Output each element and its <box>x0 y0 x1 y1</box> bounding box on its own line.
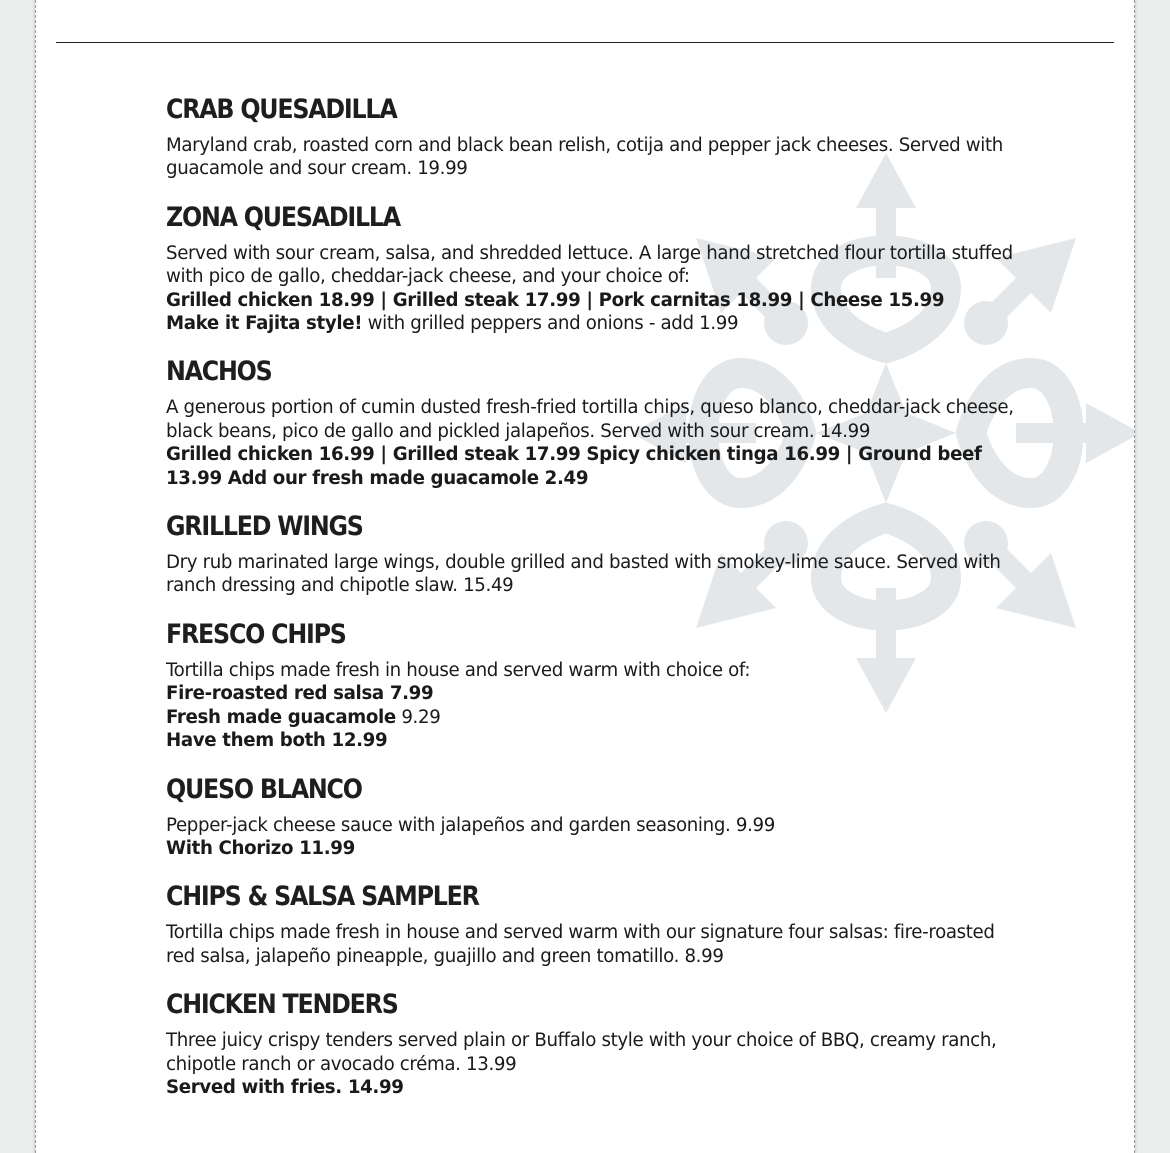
menu-item <box>166 200 1016 336</box>
menu-item <box>166 772 1016 861</box>
menu-item-description <box>166 312 1016 335</box>
menu-item-description <box>166 814 1016 837</box>
menu-item <box>166 617 1016 753</box>
menu-item-description <box>166 443 1016 490</box>
menu-item <box>166 879 1016 968</box>
menu-item-description <box>166 682 1016 705</box>
menu-item-name: CHICKEN TENDERS <box>166 989 398 1021</box>
menu-item-price-option: Grilled chicken 18.99 | Grilled steak 17.99 | Pork carnitas 18.99 | Cheese 15.99 <box>166 289 945 311</box>
menu-item <box>166 509 1016 598</box>
menu-item-name: NACHOS <box>166 356 272 388</box>
menu-item-price-option: Have them both 12.99 <box>166 730 388 752</box>
menu-item-description <box>166 289 1016 312</box>
menu-item-price-option: Fresh made guacamole <box>166 706 396 728</box>
menu-item-description <box>166 921 1016 968</box>
menu-item-description <box>166 551 1016 598</box>
menu-list <box>166 92 1016 1118</box>
menu-item-description <box>166 242 1016 289</box>
menu-item-description <box>166 729 1016 752</box>
menu-item-description <box>166 659 1016 682</box>
menu-item-price-option: Served with fries. 14.99 <box>166 1076 404 1098</box>
menu-item-name: FRESCO CHIPS <box>166 618 346 650</box>
menu-item-price-option: With Chorizo 11.99 <box>166 837 355 859</box>
menu-item-name: ZONA QUESADILLA <box>166 201 400 233</box>
menu-item-description <box>166 396 1016 443</box>
menu-item-name: QUESO BLANCO <box>166 773 362 805</box>
menu-item-name: GRILLED WINGS <box>166 511 363 543</box>
menu-item <box>166 987 1016 1099</box>
menu-item-text: Maryland crab, roasted corn and black bean relish, cotija and pepper jack cheeses. Served with guacamole and sour cream. 19.99 <box>166 135 1003 180</box>
menu-page <box>35 0 1135 1153</box>
menu-item-price-option: Fire-roasted red salsa 7.99 <box>166 683 434 705</box>
menu-item-description <box>166 837 1016 860</box>
menu-item-text: Tortilla chips made fresh in house and served warm with our signature four salsas: fire-roasted red salsa, jalapeño pineapple, guajillo and green tomatillo. 8.99 <box>166 922 995 967</box>
menu-item-text: Tortilla chips made fresh in house and served warm with choice of: <box>166 659 751 681</box>
header-divider <box>56 42 1114 43</box>
menu-item-text: with grilled peppers and onions - add 1.99 <box>362 313 739 335</box>
menu-item-price-option: Make it Fajita style! <box>166 313 363 335</box>
menu-item-text: 9.29 <box>395 706 441 728</box>
menu-item-name: CHIPS & SALSA SAMPLER <box>166 881 479 913</box>
menu-item-price-option: Grilled chicken 16.99 | Grilled steak 17.99 Spicy chicken tinga 16.99 | Ground beef 13.99 Add our fresh made guacamole 2.49 <box>166 444 982 489</box>
menu-item-name: CRAB QUESADILLA <box>166 94 397 125</box>
menu-item-text: Served with sour cream, salsa, and shredded lettuce. A large hand stretched flour tortilla stuffed with pico de gallo, cheddar-jack cheese, and your choice of: <box>166 242 1013 288</box>
menu-item-description <box>166 1029 1016 1076</box>
menu-item <box>166 354 1016 490</box>
menu-item-text: A generous portion of cumin dusted fresh-fried tortilla chips, queso blanco, cheddar-jack cheese, black beans, pico de gallo and pickled jalapeños. Served with sour cream. 14.99 <box>166 397 1014 442</box>
menu-item-description <box>166 134 1016 181</box>
menu-item-text: Pepper-jack cheese sauce with jalapeños and garden seasoning. 9.99 <box>166 814 775 836</box>
menu-item <box>166 92 1016 181</box>
menu-item-description <box>166 706 1016 729</box>
menu-item-text: Dry rub marinated large wings, double grilled and basted with smokey-lime sauce. Served with ranch dressing and chipotle slaw. 15.49 <box>166 552 1001 597</box>
menu-item-description <box>166 1076 1016 1099</box>
menu-item-text: Three juicy crispy tenders served plain or Buffalo style with your choice of BBQ, creamy ranch, chipotle ranch or avocado créma. 13.99 <box>166 1030 997 1075</box>
